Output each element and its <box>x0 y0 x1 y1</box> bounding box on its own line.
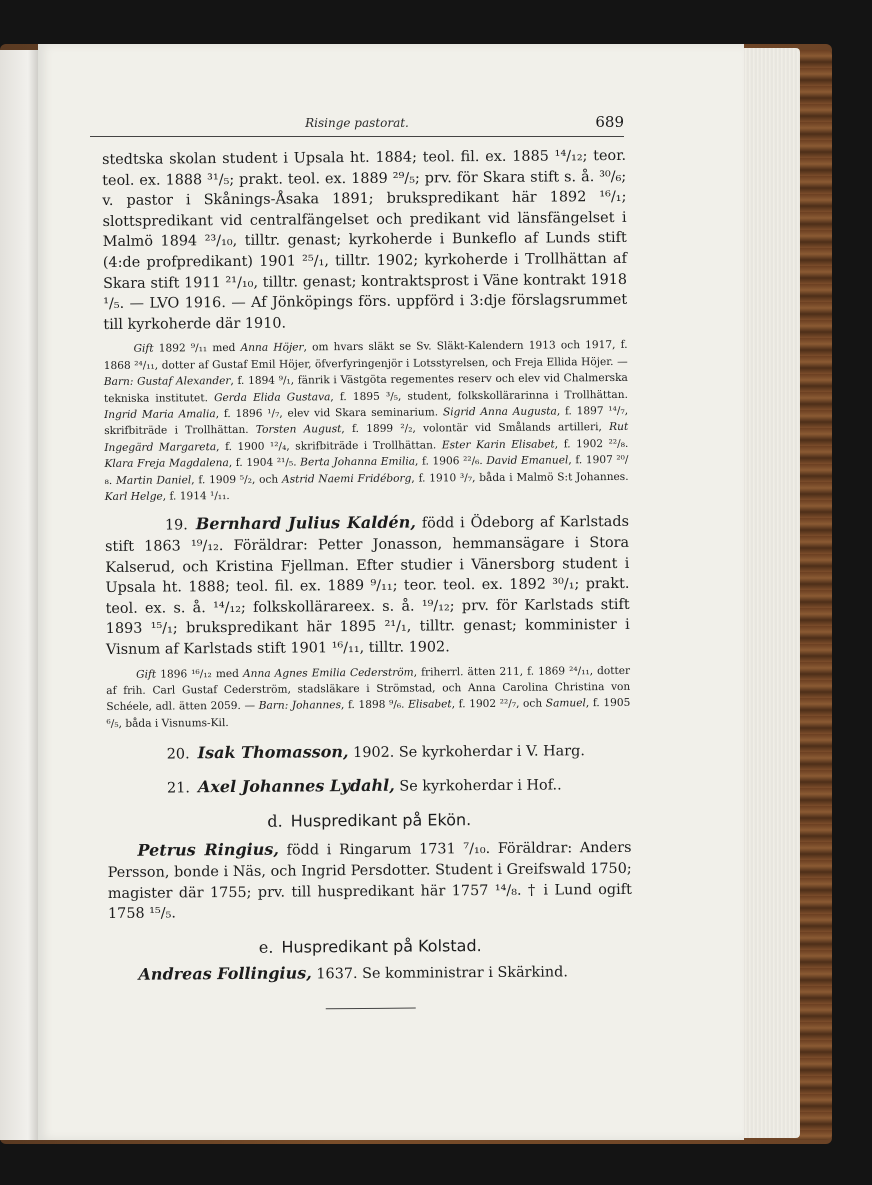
page-header <box>90 112 624 134</box>
text-run: , f. 1909 ⁵/₂, och <box>191 473 283 486</box>
text-run: 1896 ¹⁶/₁₂ med <box>156 667 244 681</box>
text-run: , f. 1902 ²²/₈. <box>554 437 629 451</box>
child-name: Martin Daniel <box>115 473 192 487</box>
child-name: David Emanuel <box>486 454 569 468</box>
child-name: Gerda Elida Gustava <box>213 390 331 404</box>
text-run: , f. 1910 ³/₇, båda i Malmö S:t Johannes. <box>411 470 629 485</box>
entry-text: 1902. Se kyrkoherdar i V. Harg. <box>348 743 585 762</box>
child-name: Karl Helge <box>104 490 163 503</box>
marriage-note-2 <box>106 662 630 732</box>
text-run: , f. 1900 ¹²/₄, skrifbiträde i Trollhättan. <box>216 439 442 453</box>
page-body <box>102 146 633 1011</box>
section-title: Huspredikant på Kolstad. <box>281 935 482 957</box>
entry-number: 20. <box>166 746 190 763</box>
text-run: , f. 1914 ¹/₁₁. <box>162 490 230 503</box>
page-stack <box>738 48 800 1138</box>
text-run: , f. 1906 ²²/₆. <box>414 455 487 468</box>
text-run: , f. 1904 ²¹/₅. <box>228 456 301 470</box>
section-heading-d <box>107 807 631 835</box>
text-run: , f. 1902 ²²/₇, och <box>451 697 546 711</box>
running-title: Risinge pastorat. <box>305 116 409 130</box>
text-run: , f. 1895 ³/₅, student, folkskollärarinna i Trollhättan. <box>330 388 628 403</box>
text-run: 1892 ⁹/₁₁ med <box>153 342 241 355</box>
end-rule <box>326 1008 416 1010</box>
children-label: Barn: Gustaf Alexander <box>103 375 231 389</box>
entry-text: född i Ödeborg af Karlstads stift 1863 ¹⁹/₁₂. Föräldrar: Petter Jonasson, hemmansägare i Stora Kalserud, och Kristina Fjellman. Efter studier i Vänersborg student i Upsala ht. 1888; teol. fil. ex. 1889 ⁹/₁₁; teor. teol. ex. 1892 ³⁰/₁; prakt. teol. ex. s. å. ¹⁴/₁₂; folkskollärareex. s. å. ¹⁹/₁₂; prv. för Karlstads stift 1893 ¹⁵/₁; brukspredikant här 1895 ²¹/₁, tilltr. genast; komminister i Visnum af Karlstads stift 1901 ¹⁶/₁₁, tilltr. 1902. <box>105 514 630 658</box>
child-name: Klara Freja Magdalena <box>104 457 229 471</box>
text-run: , f. 1907 ²⁰/₈. <box>104 454 629 487</box>
marriage-note-1 <box>104 337 629 505</box>
children-label: Barn: Johannes <box>258 699 342 713</box>
section-letter: e. <box>258 937 274 957</box>
child-name: Samuel <box>545 697 586 710</box>
header-rule <box>90 136 624 137</box>
child-name: Berta Johanna Emilia <box>300 455 416 469</box>
entry-petrus <box>107 837 632 924</box>
child-name: Elisabet <box>408 698 452 711</box>
text-run: , f. 1899 ²/₂, volontär vid Smålands artilleri, <box>341 421 610 436</box>
entry-text: 1637. Se komministrar i Skärkind. <box>311 964 568 983</box>
text-run: , om hvars släkt se Sv. Släkt-Kalendern 1913 och 1917, f. 1868 ²⁴/₁₁, dotter af Gustaf Emil Höjer, öfverfyringenjör i Lotsstyrelsen, och Freja Ellida Höjer. — <box>103 339 628 372</box>
person-name: Petrus Ringius, <box>137 840 280 861</box>
text-run: , f. 1897 ¹⁴/₇, skrifbiträde i Trollhättan. <box>104 404 629 438</box>
entry-21 <box>107 774 631 800</box>
text-run: , f. 1905 ⁶/₅, båda i Visnums-Kil. <box>106 697 631 730</box>
child-name: Ester Karin Elisabet <box>441 438 555 452</box>
person-name: Andreas Follingius, <box>138 963 312 984</box>
section-title: Huspredikant på Ekön. <box>290 810 472 831</box>
child-name: Ingrid Maria Amalia <box>104 408 216 421</box>
child-name: Torsten August <box>255 423 342 437</box>
spouse-name: Anna Höjer <box>240 341 304 355</box>
child-name: Sigrid Anna Augusta <box>442 405 557 419</box>
entry-andreas <box>108 961 632 987</box>
book-page <box>38 44 744 1140</box>
child-name: Rut Ingegärd Margareta <box>104 421 629 454</box>
paragraph-continuation: stedtska skolan student i Upsala ht. 1884; teol. fil. ex. 1885 ¹⁴/₁₂; teor. teol. ex. 1888 ³¹/₅; prakt. teol. ex. 1889 ²⁹/₅; prv. för Skara stift s. å. ³⁰/₆; v. pastor i Skånings-Åsaka 1891; brukspredikant här 1892 ¹⁶/₁; slottspredikant vid centralfängelset och predikant vid länsfängelset i Malmö 1894 ²³/₁₀, tilltr. genast; kyrkoherde i Bunkeflo af Lunds stift (4:de profpredikant) 1901 ²⁵/₁, tilltr. 1902; kyrkoherde i Trollhättan af Skara stift 1911 ²¹/₁₀, tilltr. genast; kontraktsprost i Väne kontrakt 1918 ¹/₅. — LVO 1916. — Af Jönköpings förs. uppförd i 3:dje förslagsrummet till kyrkoherde där 1910. <box>102 147 628 333</box>
person-name: Isak Thomasson, <box>197 742 349 763</box>
left-page-edge <box>0 50 40 1140</box>
entry-number: 19. <box>164 517 188 534</box>
section-letter: d. <box>267 811 283 832</box>
entry-20 <box>107 740 631 766</box>
text-run: , f. 1896 ¹/₇, elev vid Skara seminarium. <box>215 406 443 421</box>
page-number: 689 <box>595 113 624 131</box>
gift-label: Gift <box>136 668 157 681</box>
gift-label: Gift <box>133 342 154 356</box>
entry-19 <box>105 511 630 660</box>
spouse-name: Anna Agnes Emilia Cederström <box>242 666 414 680</box>
entry-text: född i Ringarum 1731 ⁷/₁₀. Föräldrar: Anders Persson, bonde i Näs, och Ingrid Persdotter. Student i Greifswald 1750; magister där 1755; prv. till huspredikant här 1757 ¹⁴/₈. † i Lund ogift 1758 ¹⁵/₅. <box>107 840 632 923</box>
text-run: , f. 1898 ⁹/₆. <box>340 698 409 712</box>
person-name: Axel Johannes Lydahl, <box>197 775 395 797</box>
entry-text: Se kyrkoherdar i Hof.. <box>394 777 562 795</box>
text-run: , f. 1894 ⁹/₁, fänrik i Västgöta regementes reserv och elev vid Chalmerska tekniska institutet. <box>103 372 628 405</box>
entry-number: 21. <box>166 780 190 797</box>
child-name: Astrid Naemi Fridéborg <box>281 472 412 486</box>
section-heading-e <box>108 933 632 961</box>
text-run: , friherrl. ätten 211, f. 1869 ²⁴/₁₁, dotter af frih. Carl Gustaf Cederström, stadsläkare i Strömstad, och Anna Carolina Christina von Schéele, adl. ätten 2059. — <box>106 664 631 714</box>
person-name: Bernhard Julius Kaldén, <box>195 512 416 534</box>
